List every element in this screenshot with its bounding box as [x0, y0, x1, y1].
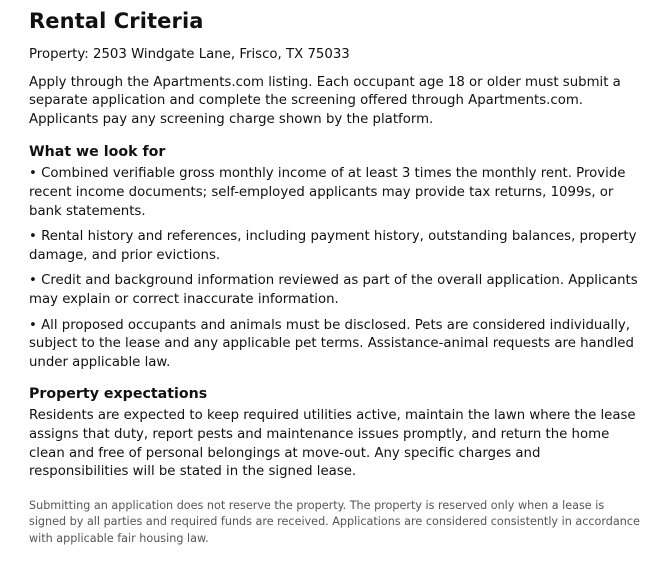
- credit-background-criteria-item: • Credit and background information reviewed as part of the overall application. Applicants may explain or correct inaccurate information.: [29, 273, 638, 307]
- property-expectations-heading: Property expectations: [29, 386, 208, 403]
- application-disclaimer: Submitting an application does not reserve the property. The property is reserved only when a lease is signed by all parties and required funds are received. Applications are considered consistently in accordance with applicable fair housing law.: [29, 498, 640, 545]
- what-we-look-for-section: [29, 142, 641, 372]
- rental-history-criteria-item: • Rental history and references, including payment history, outstanding balances, property damage, and prior evictions.: [29, 229, 637, 263]
- page-title: Rental Criteria: [29, 9, 204, 33]
- application-instructions: Apply through the Apartments.com listing. Each occupant age 18 or older must submit a separate application and complete the screening offered through Apartments.com. Applicants pay any screening charge shown by the platform.: [29, 74, 621, 127]
- property-expectations-section: [29, 384, 641, 481]
- property-expectations-text: Residents are expected to keep required utilities active, maintain the lawn where the lease assigns that duty, report pests and maintenance issues promptly, and return the home clean and free of personal belongings at move-out. Any specific charges and responsibilities will be stated in the signed lease.: [29, 408, 636, 480]
- what-we-look-for-heading: What we look for: [29, 144, 166, 161]
- income-criteria-item: • Combined verifiable gross monthly income of at least 3 times the monthly rent. Provide recent income documents; self-employed applicants may provide tax returns, 1099s, or bank statements.: [29, 166, 626, 219]
- property-address: Property: 2503 Windgate Lane, Frisco, TX 75033: [29, 47, 350, 62]
- occupants-animals-criteria-item: • All proposed occupants and animals must be disclosed. Pets are considered individually, subject to the lease and any applicable pet terms. Assistance-animal requests are handled under applicable law.: [29, 317, 634, 370]
